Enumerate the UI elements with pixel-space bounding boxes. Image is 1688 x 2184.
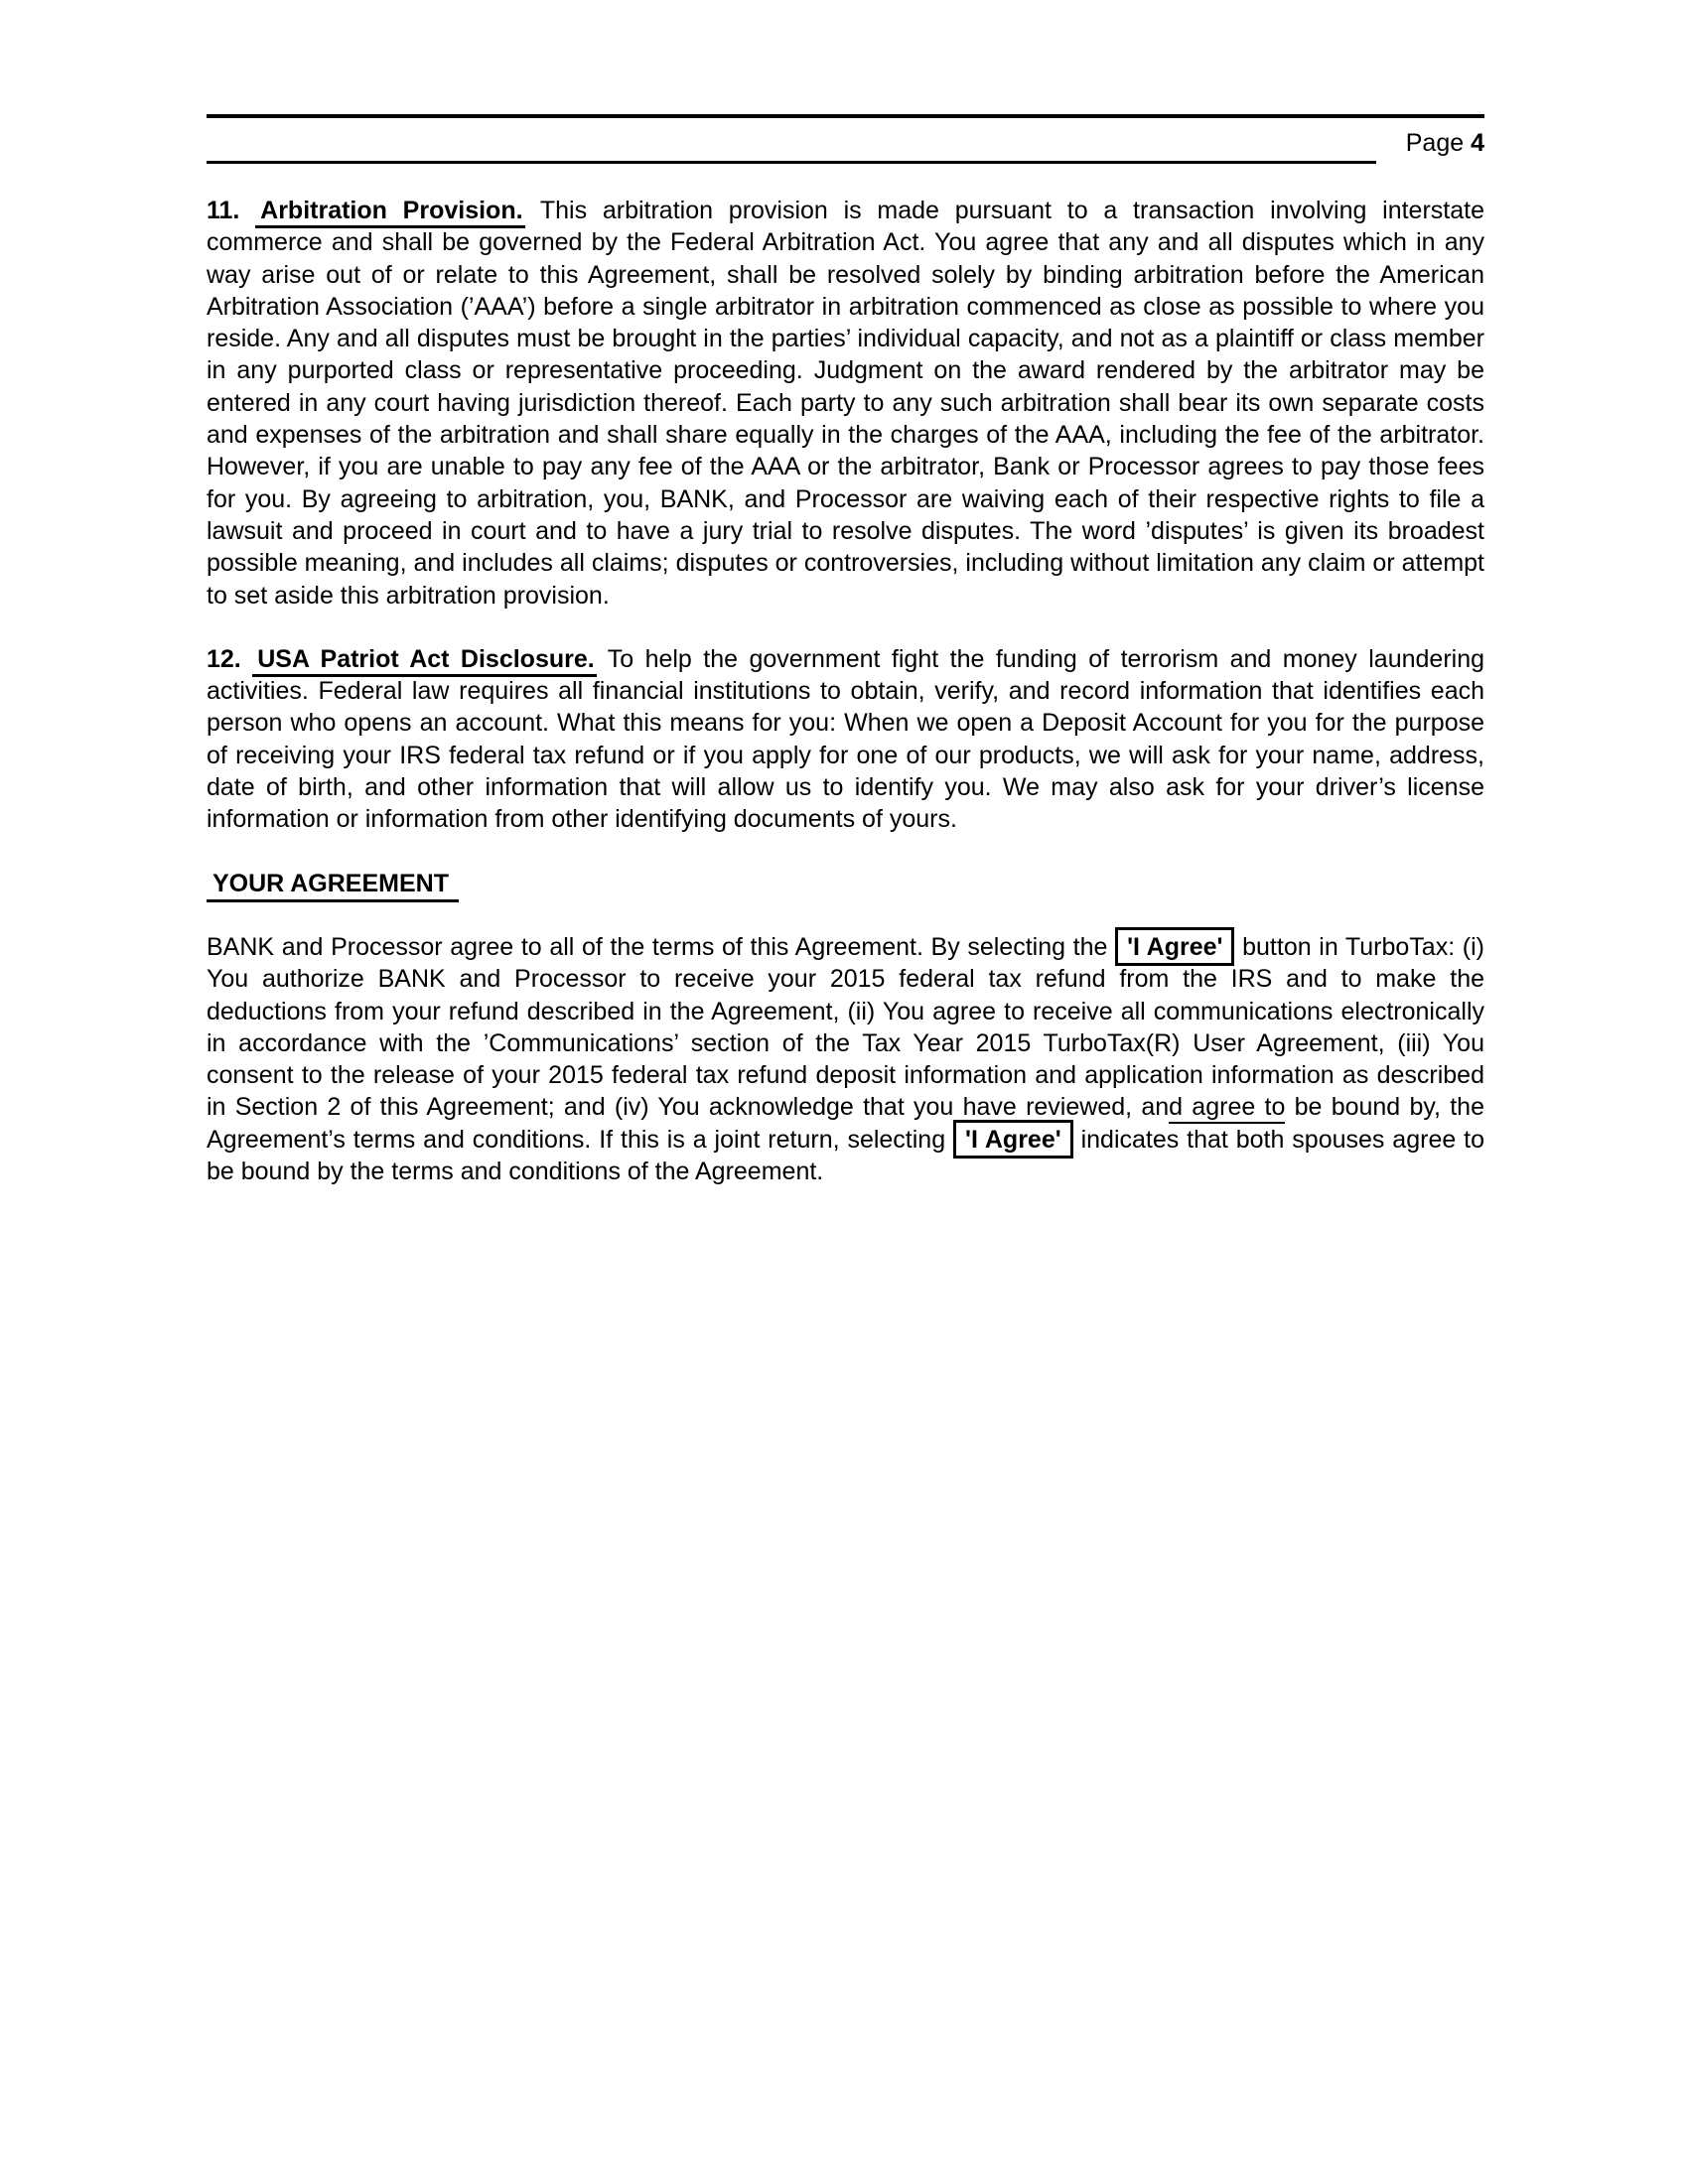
i-agree-button[interactable]: 'I Agree' [1115, 927, 1234, 966]
section-11-title: Arbitration Provision. [255, 197, 524, 228]
agreement-text-4: indicates that both spouses agree to be bound by the terms and conditions of the Agreement. [207, 1125, 1484, 1186]
agreement-underlined-fragment: d agree to [1169, 1093, 1285, 1124]
agreement-text-3: be bound by, the Agreement’s terms and conditions. If this is a joint return, selecting [207, 1093, 1484, 1154]
page-number-value: 4 [1471, 128, 1484, 157]
section-11-paragraph [207, 195, 1484, 612]
page-header [207, 118, 1484, 164]
section-11-body: This arbitration provision is made pursuant to a transaction involving interstate commerce and shall be governed by the Federal Arbitration Act. You agree that any and all disputes which in any way arise out of or relate to this Agreement, shall be resolved solely by binding arbitration before the American Arbitration Association (’AAA’) before a single arbitrator in arbitration commenced as close as possible to where you reside. Any and all disputes must be brought in the parties’ individual capacity, and not as a plaintiff or class member in any purported class or representative proceeding. Judgment on the award rendered by the arbitrator may be entered in any court having jurisdiction thereof. Each party to any such arbitration shall bear its own separate costs and expenses of the arbitration and shall share equally in the charges of the AAA, including the fee of the arbitrator. However, if you are unable to pay any fee of the AAA or the arbitrator, Bank or Processor agrees to pay those fees for you. By agreeing to arbitration, you, BANK, and Processor are waiving each of their respective rights to file a lawsuit and proceed in court and to have a jury trial to resolve disputes. The word ’disputes’ is given its broadest possible meaning, and includes all claims; disputes or controversies, including without limitation any claim or attempt to set aside this arbitration provision. [207, 197, 1484, 610]
section-11-number: 11. [207, 197, 240, 224]
section-12-body: To help the government fight the funding of terrorism and money laundering activities. Federal law requires all financial institutions to obtain, verify, and record information that identifies each person who opens an account. What this means for you: When we open a Deposit Account for you for the purpose of receiving your IRS federal tax refund or if you apply for one of our products, we will ask for your name, address, date of birth, and other information that will allow us to identify you. We may also ask for your driver’s license information or information from other identifying documents of yours. [207, 644, 1485, 834]
page-number-label: Page [1405, 128, 1465, 157]
your-agreement-heading-text: YOUR AGREEMENT [207, 870, 459, 902]
agreement-text-1: BANK and Processor agree to all of the terms of this Agreement. By selecting the [207, 932, 1116, 961]
agreement-paragraph [207, 931, 1484, 1187]
section-12-paragraph [207, 643, 1484, 836]
i-agree-button-joint[interactable]: 'I Agree' [953, 1120, 1073, 1159]
header-underline [207, 161, 1376, 164]
agreement-text-2: button in TurboTax: (i) You authorize BANK and Processor to receive your 2015 federal tax refund from the IRS and to make the deductions from your refund described in the Agreement, (ii) You agree to receive all communications electronically in accordance with the ’Communications’ section of the Tax Year 2015 TurboTax(R) User Agreement, (iii) You consent to the release of your 2015 federal tax refund deposit information and application information as described in Section 2 of this Agreement; and (iv) You acknowledge that you have reviewed, an [207, 932, 1484, 1122]
page-number [1376, 122, 1484, 165]
your-agreement-heading [207, 868, 1484, 899]
section-12-number: 12. [207, 644, 241, 673]
section-12-title: USA Patriot Act Disclosure. [252, 645, 597, 677]
